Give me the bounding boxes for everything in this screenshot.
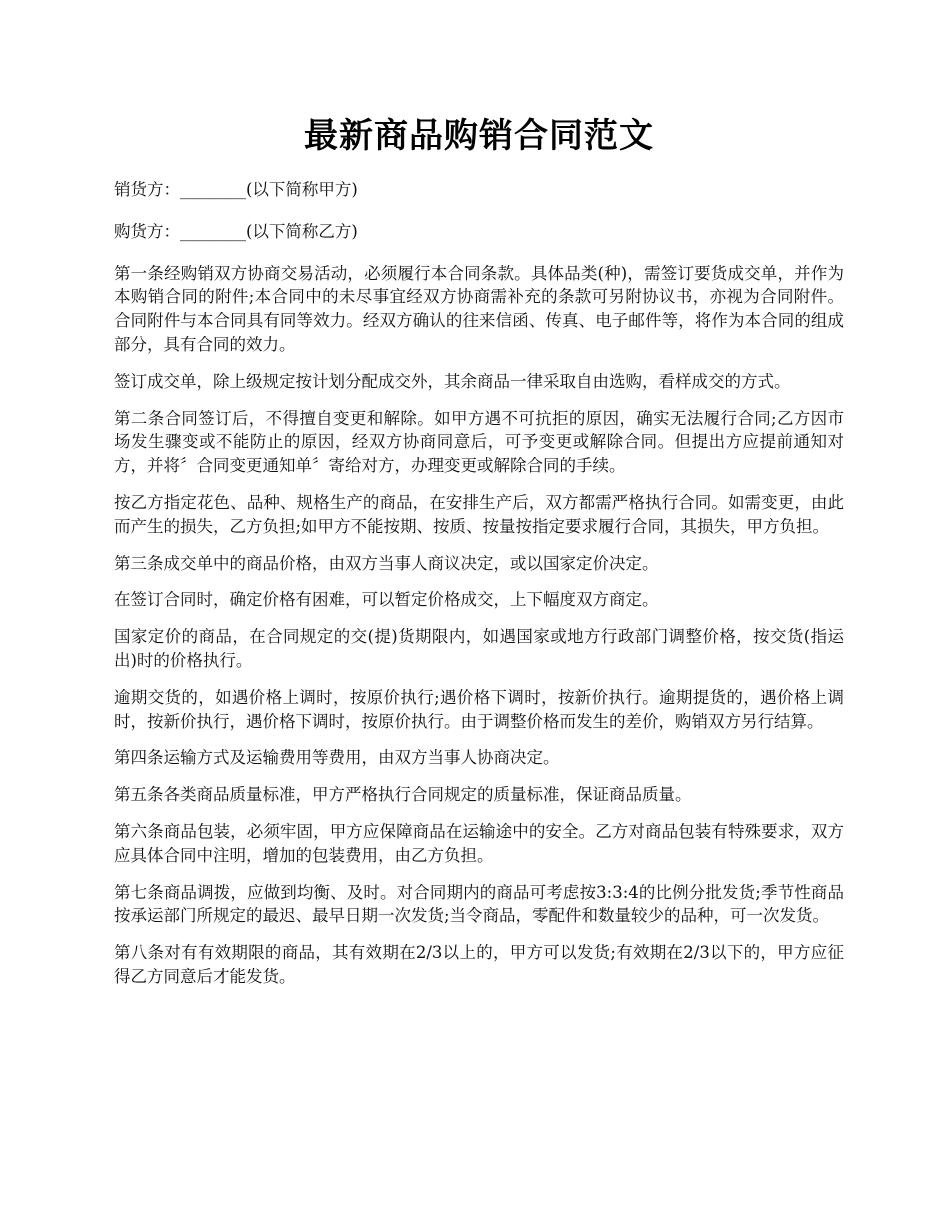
paragraph: 第七条商品调拨，应做到均衡、及时。对合同期内的商品可考虑按3:3:4的比例分批发货;季节性商品按承运部门所规定的最迟、最早日期一次发货;当令商品，零配件和数量较少的品种，可一次发货。: [114, 882, 844, 926]
document-body: [114, 178, 844, 989]
paragraph: 签订成交单，除上级规定按计划分配成交外，其余商品一律采取自由选购，看样成交的方式。: [114, 371, 791, 391]
paragraph: 第二条合同签订后，不得擅自变更和解除。如甲方遇不可抗拒的原因，确实无法履行合同;乙方因市场发生骤变或不能防止的原因，经双方协商同意后，可予变更或解除合同。但提出方应提前通知对方，并将〞合同变更通知单〞寄给对方，办理变更或解除合同的手续。: [114, 408, 844, 476]
paragraph: 在签订合同时，确定价格有困难，可以暂定价格成交，上下幅度双方商定。: [114, 590, 659, 610]
paragraph: 按乙方指定花色、品种、规格生产的商品，在安排生产后，双方都需严格执行合同。如需变更，由此而产生的损失，乙方负担;如甲方不能按期、按质、按量按指定要求履行合同，其损失，甲方负担。: [114, 492, 844, 536]
paragraph: 逾期交货的，如遇价格上调时，按原价执行;遇价格下调时，按新价执行。逾期提货的，遇价格上调时，按新价执行，遇价格下调时，按原价执行。由于调整价格而发生的差价，购销双方另行结算。: [114, 687, 844, 731]
paragraph: 第一条经购销双方协商交易活动，必须履行本合同条款。具体品类(种)，需签订要货成交单，并作为本购销合同的附件;本合同中的未尽事宜经双方协商需补充的条款可另附协议书，亦视为合同附件。合同附件与本合同具有同等效力。经双方确认的往来信函、传真、电子邮件等，将作为本合同的组成部分，具有合同的效力。: [114, 263, 844, 354]
paragraph: 第八条对有有效期限的商品，其有效期在2/3以上的，甲方可以发货;有效期在2/3以下的，甲方应征得乙方同意后才能发货。: [114, 943, 844, 986]
paragraph: 第四条运输方式及运输费用等费用，由双方当事人协商决定。: [114, 748, 560, 768]
paragraph: 第六条商品包装，必须牢固，甲方应保障商品在运输途中的安全。乙方对商品包装有特殊要求，双方应具体合同中注明，增加的包装费用，由乙方负担。: [114, 821, 844, 865]
paragraph: 第五条各类商品质量标准，甲方严格执行合同规定的质量标准，保证商品质量。: [114, 785, 692, 805]
document-title: 最新商品购销合同范文: [304, 116, 654, 156]
seller-line: 销货方：________(以下简称甲方): [114, 180, 358, 199]
paragraph: 国家定价的商品，在合同规定的交(提)货期限内，如遇国家或地方行政部门调整价格，按交货(指运出)时的价格执行。: [114, 627, 844, 670]
buyer-line: 购货方：________(以下简称乙方): [114, 221, 358, 241]
document-page: [114, 0, 844, 1002]
paragraph: 第三条成交单中的商品价格，由双方当事人商议决定，或以国家定价决定。: [114, 553, 659, 573]
